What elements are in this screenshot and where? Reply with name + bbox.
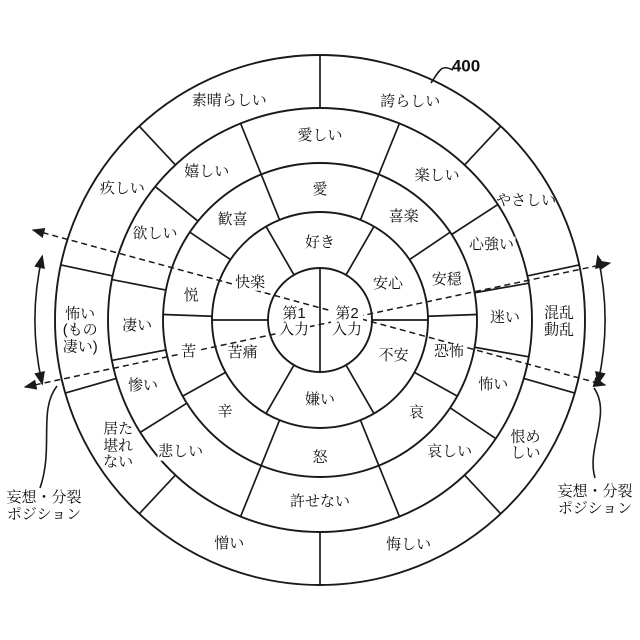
emotion-label-line: 悔しい bbox=[386, 535, 432, 553]
sector-divider-line bbox=[139, 475, 175, 514]
emotion-label-line: 恨め bbox=[510, 428, 541, 446]
first-input-line2: 入力 bbox=[278, 321, 310, 338]
emotion-label bbox=[183, 164, 230, 181]
sector-divider-line bbox=[241, 466, 262, 517]
position-label-left-line2: ポジション bbox=[6, 506, 82, 523]
emotion-label-line: 快楽 bbox=[235, 273, 266, 291]
emotion-label-line: 居た bbox=[103, 420, 134, 438]
emotion-label-line: 心強い bbox=[468, 236, 515, 254]
position-label-right-line2: ポジション bbox=[557, 500, 633, 517]
sector-divider-line bbox=[524, 378, 575, 393]
emotion-label-line: 愛 bbox=[312, 180, 328, 198]
emotion-label-line: 誇らしい bbox=[380, 92, 441, 110]
emotion-label bbox=[234, 275, 266, 292]
sector-divider-line bbox=[450, 408, 496, 439]
first-input-label bbox=[278, 306, 310, 338]
emotion-label bbox=[217, 211, 249, 228]
emotion-label bbox=[311, 450, 328, 467]
emotion-label bbox=[386, 537, 431, 554]
sector-divider-line bbox=[112, 280, 166, 290]
emotion-label bbox=[296, 128, 343, 145]
sector-divider-line bbox=[360, 420, 378, 465]
emotion-label bbox=[426, 444, 473, 461]
sector-divider-line bbox=[475, 283, 529, 293]
emotion-label bbox=[431, 272, 463, 289]
sector-divider-line bbox=[465, 126, 501, 165]
emotion-label-line: 欲しい bbox=[132, 224, 178, 242]
emotion-label bbox=[180, 343, 197, 360]
second-input-line2: 入力 bbox=[331, 321, 363, 338]
emotion-label-line: 疚しい bbox=[99, 179, 145, 197]
emotion-label-line: 惨い bbox=[127, 376, 159, 394]
emotion-label-line: 堪れ bbox=[103, 436, 134, 454]
position-label-left-line1: 妄想・分裂 bbox=[6, 488, 82, 506]
emotion-label-line: (もの bbox=[62, 321, 98, 339]
sector-divider-line bbox=[155, 187, 198, 222]
emotion-label-line: 許せない bbox=[289, 492, 351, 510]
emotion-label-line: ない bbox=[103, 453, 134, 471]
emotion-label bbox=[510, 429, 540, 462]
emotion-label bbox=[408, 405, 425, 422]
sector-divider-line bbox=[346, 365, 374, 413]
emotion-label bbox=[372, 276, 404, 293]
emotion-label-line: 安穏 bbox=[431, 270, 462, 288]
emotion-label-line: 怖い bbox=[65, 304, 96, 322]
sector-divider-line bbox=[379, 466, 400, 517]
emotion-label-line: しい bbox=[510, 444, 541, 462]
emotion-label bbox=[414, 167, 461, 184]
emotion-label bbox=[289, 494, 351, 511]
position-label-right-line1: 妄想・分裂 bbox=[557, 482, 633, 500]
sector-divider-line bbox=[140, 403, 187, 432]
side-double-arrow bbox=[35, 256, 42, 384]
emotion-label-line: 悲しい bbox=[158, 442, 204, 460]
emotion-label-line: 迷い bbox=[489, 309, 521, 327]
emotion-label-line: 苦 bbox=[181, 342, 197, 360]
position-label-left bbox=[5, 489, 82, 524]
emotion-label bbox=[433, 344, 465, 361]
sector-divider-line bbox=[261, 174, 279, 219]
sector-divider-line bbox=[465, 475, 501, 514]
emotion-label bbox=[157, 444, 204, 461]
sector-divider-line bbox=[379, 123, 400, 174]
emotion-label bbox=[489, 310, 521, 327]
emotion-label-line: 怒 bbox=[312, 448, 328, 466]
emotion-label bbox=[227, 345, 259, 362]
emotion-label-line: 哀しい bbox=[427, 442, 473, 460]
figure-number-label: 400 bbox=[451, 56, 481, 76]
emotion-label bbox=[121, 318, 153, 335]
emotion-label-line: 好き bbox=[304, 233, 336, 251]
emotion-label bbox=[214, 536, 244, 553]
emotion-label-line: 憎い bbox=[214, 535, 245, 553]
sector-divider-line bbox=[65, 378, 116, 393]
second-input-label bbox=[331, 306, 363, 338]
emotion-label-line: 恐怖 bbox=[433, 342, 465, 360]
emotion-label bbox=[216, 403, 233, 420]
sector-divider-line bbox=[261, 420, 279, 465]
emotion-label-line: 怖い bbox=[478, 375, 509, 393]
left-position-leader bbox=[40, 386, 57, 488]
emotion-label bbox=[304, 392, 336, 409]
sector-divider-line bbox=[190, 232, 231, 259]
sector-divider-line bbox=[266, 365, 294, 413]
position-label-right bbox=[556, 483, 633, 518]
emotion-label-line: 愛しい bbox=[297, 126, 343, 144]
emotion-label-line: やさしい bbox=[496, 191, 557, 209]
emotion-label-line: 楽しい bbox=[414, 166, 460, 184]
emotion-label-line: 喜楽 bbox=[388, 207, 419, 225]
sector-divider-line bbox=[266, 226, 294, 274]
emotion-label bbox=[304, 235, 336, 252]
emotion-label-line: 苦痛 bbox=[227, 343, 258, 361]
emotion-label-line: 凄い bbox=[122, 317, 153, 335]
emotion-label-line: 歓喜 bbox=[217, 210, 248, 228]
emotion-label-line: 動乱 bbox=[543, 321, 575, 339]
emotion-label-line: 混乱 bbox=[543, 304, 575, 322]
second-input-line1: 第2 bbox=[335, 304, 359, 322]
emotion-label-line: 不安 bbox=[378, 346, 409, 364]
sector-divider-line bbox=[475, 347, 529, 357]
emotion-label-line: 凄い) bbox=[62, 337, 98, 355]
sector-divider-line bbox=[452, 205, 498, 235]
side-double-arrow bbox=[598, 256, 605, 384]
emotion-label bbox=[380, 94, 440, 111]
emotion-label bbox=[103, 421, 133, 471]
emotion-label-line: 辛 bbox=[217, 402, 233, 420]
emotion-label bbox=[192, 93, 267, 110]
sector-divider-line bbox=[428, 315, 477, 317]
sector-divider-line bbox=[346, 226, 374, 274]
emotion-label bbox=[468, 237, 515, 254]
sector-divider-line bbox=[410, 232, 451, 259]
emotion-label bbox=[378, 348, 410, 365]
sector-divider-line bbox=[414, 372, 457, 396]
emotion-label bbox=[183, 288, 200, 305]
first-input-line1: 第1 bbox=[282, 304, 306, 322]
sector-divider-line bbox=[241, 123, 262, 174]
emotion-label bbox=[127, 378, 159, 395]
emotion-label bbox=[100, 181, 145, 198]
emotion-label bbox=[477, 377, 509, 394]
emotion-label bbox=[388, 208, 420, 225]
emotion-label bbox=[131, 226, 178, 243]
emotion-label bbox=[311, 182, 328, 199]
emotion-label-line: 悦 bbox=[183, 286, 199, 304]
emotion-label-line: 安心 bbox=[372, 274, 404, 292]
sector-divider-line bbox=[360, 174, 378, 219]
emotion-label bbox=[496, 193, 556, 210]
emotion-label-line: 素晴らしい bbox=[191, 91, 267, 109]
sector-divider-line bbox=[183, 372, 226, 396]
sector-divider-line bbox=[139, 126, 175, 165]
emotion-label-line: 哀 bbox=[408, 403, 424, 421]
right-position-leader bbox=[593, 388, 600, 478]
emotion-label-line: 嫌い bbox=[304, 390, 336, 408]
emotion-label bbox=[63, 306, 98, 356]
sector-divider-line bbox=[61, 265, 113, 276]
sector-divider-line bbox=[163, 315, 212, 317]
emotion-label-line: 嬉しい bbox=[184, 163, 230, 181]
emotion-label bbox=[544, 306, 574, 339]
